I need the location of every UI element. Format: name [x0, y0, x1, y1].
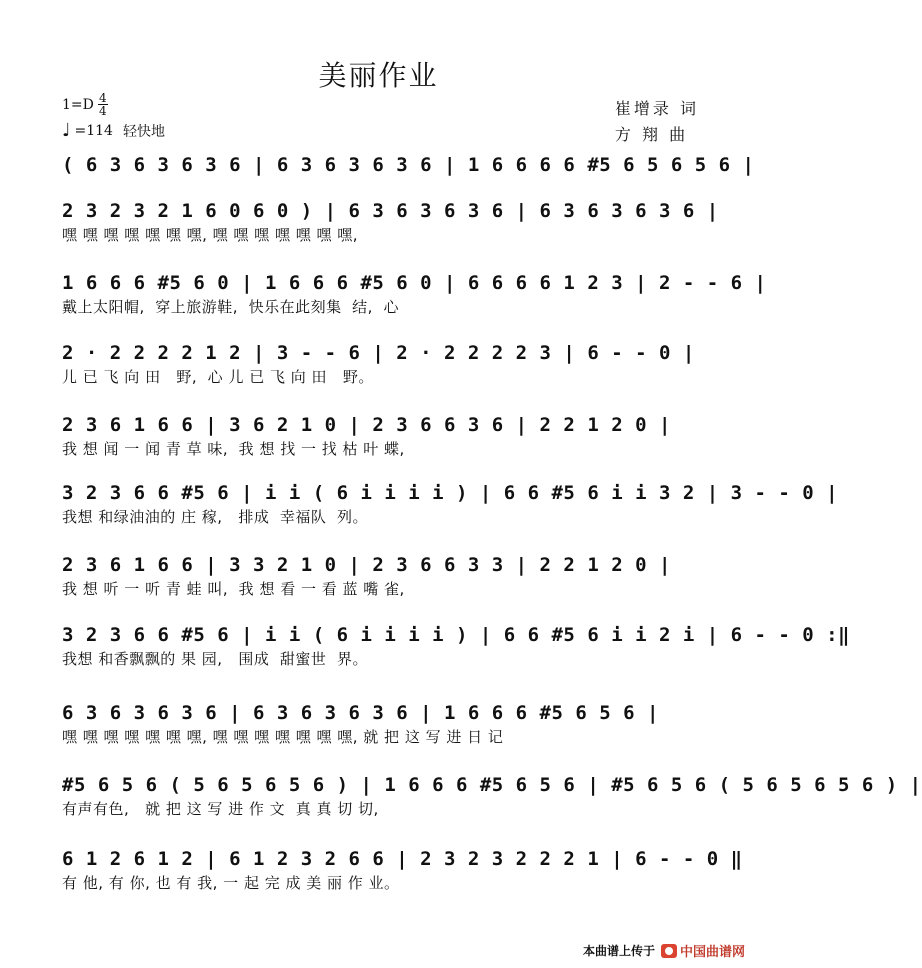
- notes-row: 2 · 2 2 2 2 1 2 | 3 - - 6 | 2 · 2 2 2 2 3 | 6 - - 0 |: [62, 342, 695, 364]
- lyrics-row: 我想 和绿油油的 庄 稼, 排成 幸福队 列。: [62, 508, 368, 526]
- upload-text: 本曲谱上传于: [582, 944, 655, 958]
- lyrics-row: 我 想 听 一 听 青 蛙 叫, 我 想 看 一 看 蓝 嘴 雀,: [62, 580, 405, 598]
- notes-row: 1 6 6 6 #5 6 0 | 1 6 6 6 #5 6 0 | 6 6 6 6 1 2 3 | 2 - - 6 |: [62, 272, 767, 294]
- score-line: [62, 198, 719, 246]
- lyrics-row: [62, 178, 702, 200]
- lyrics-row: 嘿 嘿 嘿 嘿 嘿 嘿 嘿, 嘿 嘿 嘿 嘿 嘿 嘿 嘿,: [62, 226, 359, 244]
- time-sig-bottom: 4: [99, 104, 107, 118]
- lyrics-row: 我想 和香飘飘的 果 园, 围成 甜蜜世 界。: [62, 650, 368, 668]
- lyrics-row: 儿 已 飞 向 田 野, 心 儿 已 飞 向 田 野。: [62, 368, 374, 386]
- score-line: [62, 412, 702, 460]
- notes-row: 2 3 6 1 6 6 | 3 6 2 1 0 | 2 3 6 6 3 6 | 2 2 1 2 0 |: [62, 414, 671, 436]
- lyricist-credit: 崔增录 词: [614, 99, 699, 118]
- score-line: [62, 270, 767, 318]
- tempo-marking: [62, 121, 165, 141]
- notes-row: ( 6 3 6 3 6 3 6 | 6 3 6 3 6 3 6 | 1 6 6 6 6 #5 6 5 6 5 6 |: [62, 154, 755, 176]
- credits-block: [615, 96, 699, 148]
- site-name: 中国曲谱网: [679, 945, 745, 960]
- lyrics-row: 戴上太阳帽, 穿上旅游鞋, 快乐在此刻集 结, 心: [62, 298, 399, 316]
- lyrics-row: 嘿 嘿 嘿 嘿 嘿 嘿 嘿, 嘿 嘿 嘿 嘿 嘿 嘿 嘿, 就 把 这 写 进 日 记: [62, 728, 504, 746]
- site-logo-icon: [661, 944, 677, 958]
- time-signature: [98, 92, 108, 117]
- key-label: 1=D: [62, 96, 94, 113]
- notes-row: 6 1 2 6 1 2 | 6 1 2 3 2 6 6 | 2 3 2 3 2 2 2 1 | 6 - - 0 ‖: [62, 848, 743, 870]
- score-line: [62, 846, 743, 894]
- score-line: [62, 622, 850, 670]
- quarter-note-icon: ♩: [62, 120, 71, 141]
- lyrics-row: 我 想 闻 一 闻 青 草 味, 我 想 找 一 找 枯 叶 蝶,: [62, 440, 405, 458]
- notes-row: 3 2 3 6 6 #5 6 | i i ( 6 i i i i ) | 6 6 #5 6 i i 2 i | 6 - - 0 :‖: [62, 624, 850, 646]
- lyrics-row: 有 他, 有 你, 也 有 我, 一 起 完 成 美 丽 作 业。: [62, 874, 400, 892]
- score-line: [62, 700, 702, 748]
- lyrics-row: 有声有色, 就 把 这 写 进 作 文 真 真 切 切,: [62, 800, 379, 818]
- tempo-description: 轻快地: [122, 124, 165, 140]
- notes-row: 2 3 2 3 2 1 6 0 6 0 ) | 6 3 6 3 6 3 6 | 6 3 6 3 6 3 6 |: [62, 200, 719, 222]
- footer-watermark: [583, 941, 745, 960]
- notes-row: 3 2 3 6 6 #5 6 | i i ( 6 i i i i ) | 6 6 #5 6 i i 3 2 | 3 - - 0 |: [62, 482, 839, 504]
- notes-row: #5 6 5 6 ( 5 6 5 6 5 6 ) | 1 6 6 6 #5 6 5 6 | #5 6 5 6 ( 5 6 5 6 5 6 ) |: [62, 774, 922, 796]
- notes-row: 6 3 6 3 6 3 6 | 6 3 6 3 6 3 6 | 1 6 6 6 #5 6 5 6 |: [62, 702, 659, 724]
- key-tempo-block: [62, 92, 165, 141]
- song-title: 美丽作业: [318, 59, 439, 92]
- score-line: [62, 772, 922, 820]
- tempo-value: =114: [74, 123, 113, 139]
- key-signature: [62, 92, 165, 117]
- score-line: [62, 152, 755, 200]
- site-logo: [661, 941, 745, 960]
- composer-credit: 方 翔 曲: [614, 125, 689, 144]
- time-sig-top: 4: [99, 91, 107, 105]
- score-line: [62, 340, 702, 388]
- notes-row: 2 3 6 1 6 6 | 3 3 2 1 0 | 2 3 6 6 3 3 | 2 2 1 2 0 |: [62, 554, 671, 576]
- score-line: [62, 480, 839, 528]
- score-line: [62, 552, 702, 600]
